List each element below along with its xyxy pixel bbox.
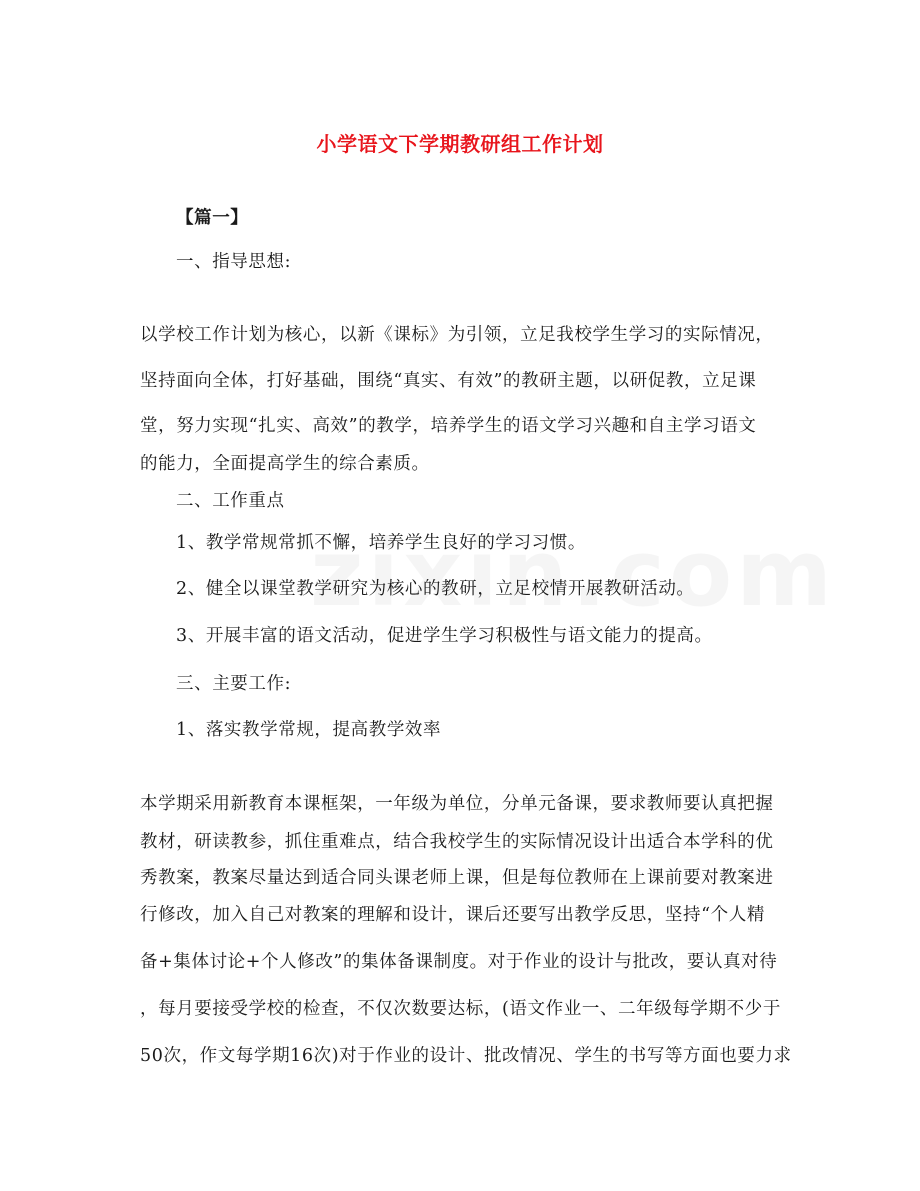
paragraph-line: ，每月要接受学校的检查，不仅次数要达标，(语文作业一、二年级每学期不少于	[140, 999, 781, 1019]
list-item: 1、教学常规常抓不懈，培养学生良好的学习习惯。	[176, 533, 586, 553]
list-item: 2、健全以课堂教学研究为核心的教研，立足校情开展教研活动。	[176, 579, 695, 599]
list-item: 3、开展丰富的语文活动，促进学生学习积极性与语文能力的提高。	[176, 626, 713, 646]
paragraph-line: 坚持面向全体，打好基础，围绕“真实、有效”的教研主题，以研促教，立足课	[140, 371, 757, 391]
paragraph-line: 教材，研读教参，抓住重难点，结合我校学生的实际情况设计出适合本学科的优	[140, 832, 774, 852]
paragraph-line: 的能力，全面提高学生的综合素质。	[140, 454, 430, 474]
paragraph-line: 50次，作文每学期16次)对于作业的设计、批改情况、学生的书写等方面也要力求	[140, 1046, 792, 1066]
section-label: 【篇一】	[176, 208, 249, 228]
heading-main-work: 三、主要工作:	[176, 674, 292, 694]
paragraph-line: 行修改，加入自己对教案的理解和设计，课后还要写出教学反思，坚持“个人精	[140, 905, 765, 925]
paragraph-line: 堂，努力实现“扎实、高效”的教学，培养学生的语文学习兴趣和自主学习语文	[140, 416, 757, 436]
subheading: 1、落实教学常规，提高教学效率	[176, 720, 442, 740]
paragraph-line: 秀教案，教案尽量达到适合同头课老师上课，但是每位教师在上课前要对教案进	[140, 868, 774, 888]
paragraph-line: 备+集体讨论+个人修改”的集体备课制度。对于作业的设计与批改，要认真对待	[140, 952, 778, 972]
document-title: 小学语文下学期教研组工作计划	[316, 132, 604, 156]
heading-guiding-thought: 一、指导思想:	[176, 252, 292, 272]
heading-work-focus: 二、工作重点	[176, 491, 285, 511]
paragraph-line: 以学校工作计划为核心，以新《课标》为引领，立足我校学生学习的实际情况，	[140, 325, 774, 345]
paragraph-line: 本学期采用新教育本课框架，一年级为单位，分单元备课，要求教师要认真把握	[140, 794, 774, 814]
